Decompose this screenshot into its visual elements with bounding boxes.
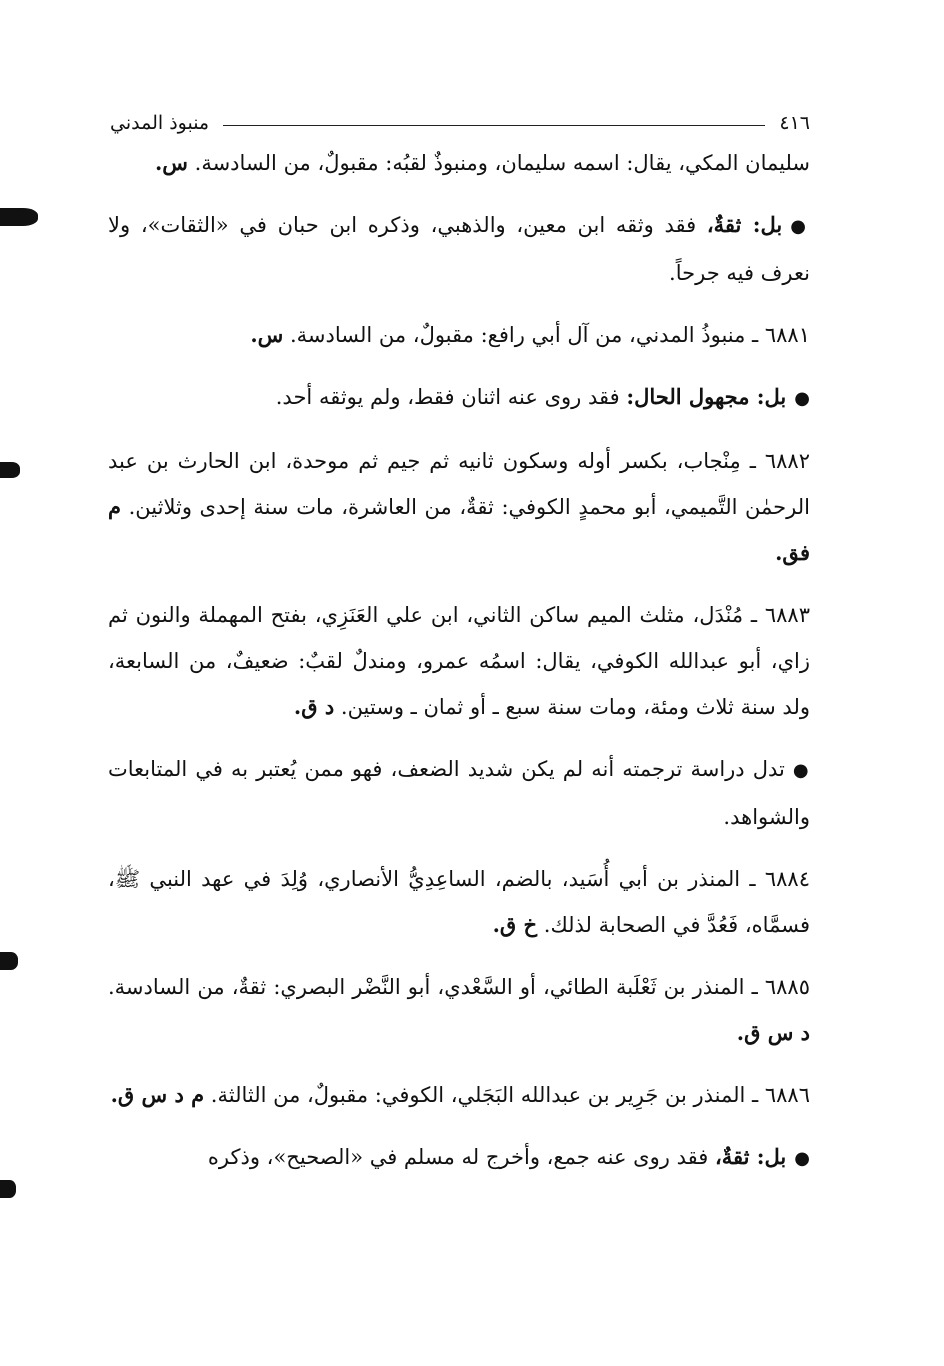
paragraph-text: فقد روى عنه اثنان فقط، ولم يوثقه أحد. — [275, 385, 620, 409]
rijal-code: م فق. — [108, 494, 810, 565]
bullet-icon: ● — [790, 216, 810, 237]
comment-lead: بل: ثقةٌ، — [714, 1144, 787, 1169]
editor-comment — [108, 1134, 810, 1182]
biography-entry — [108, 438, 810, 576]
entries-list — [108, 202, 810, 1182]
editor-comment — [108, 202, 810, 296]
paragraph-text: سليمان المكي، يقال: اسمه سليمان، ومنبوذٌ لقبُه: مقبولٌ، من السادسة. — [194, 151, 810, 175]
biography-entry — [108, 592, 810, 730]
paragraph-text: ٦٨٨٢ ـ مِنْجاب، بكسر أوله وسكون ثانيه ثم جيم ثم موحدة، ابن الحارث بن عبد الرحمٰن التَّميمي، أبو محمدٍ الكوفي: ثقةٌ، من العاشرة، مات سنة إحدى وثلاثين. — [108, 449, 810, 519]
rijal-code: خ ق. — [492, 912, 538, 937]
bullet-icon: ● — [794, 388, 810, 409]
binding-mark — [0, 462, 20, 478]
paragraph-text: فقد روى عنه جمع، وأخرج له مسلم في «الصحيح»، وذكره — [207, 1145, 709, 1169]
biography-entry — [108, 964, 810, 1056]
binding-mark — [0, 208, 38, 226]
page-body — [108, 140, 810, 1198]
binding-mark — [0, 952, 18, 970]
binding-mark — [0, 1180, 16, 1198]
rijal-code: د ق. — [293, 694, 335, 719]
rijal-code: م د س ق. — [110, 1082, 205, 1107]
paragraph-text: ٦٨٨١ ـ منبوذُ المدني، من آل أبي رافع: مقبولٌ، من السادسة. — [289, 323, 810, 347]
header-rule — [223, 125, 765, 126]
editor-comment — [108, 374, 810, 422]
page-number: ٤١٦ — [779, 112, 810, 134]
biography-entry — [108, 312, 810, 358]
running-title: منبوذ المدني — [110, 112, 210, 134]
paragraph-text: ٦٨٨٣ ـ مُنْدَل، مثلث الميم ساكن الثاني، ابن علي العَنَزِي، بفتح المهملة والنون ثم زاي، أبو عبدالله الكوفي، يقال: اسمُه عمرو، ومندلٌ لقبٌ: ضعيفٌ، من السابعة، ولد سنة ثلاث ومئة، ومات سنة سبع ـ أو ثمان ـ وستين. — [108, 603, 810, 719]
biography-entry — [108, 1072, 810, 1118]
paragraph-text: فقد وثقه ابن معين، والذهبي، وذكره ابن حبان في «الثقات»، ولا نعرف فيه جرحاً. — [108, 213, 810, 285]
paragraph-text: تدل دراسة ترجمته أنه لم يكن شديد الضعف، فهو ممن يُعتبر به في المتابعات والشواهد. — [108, 757, 810, 829]
bullet-icon: ● — [792, 760, 810, 781]
comment-lead: بل: مجهول الحال: — [626, 384, 787, 409]
continuation-paragraph — [108, 140, 810, 186]
paragraph-text: ٦٨٨٤ ـ المنذر بن أبي أُسَيد، بالضم، الساعِدِيُّ الأنصاري، وُلِدَ في عهد النبي ﷺ، فسمَّاه، فَعُدَّ في الصحابة لذلك. — [108, 867, 810, 937]
editor-comment — [108, 746, 810, 840]
paragraph-text: ٦٨٨٥ ـ المنذر بن ثَعْلَبة الطائي، أو السَّعْدي، أبو النَّضْر البصري: ثقةٌ، من السادسة. — [108, 975, 810, 999]
bullet-icon: ● — [794, 1148, 810, 1169]
biography-entry — [108, 856, 810, 948]
rijal-code: س. — [250, 322, 284, 347]
rijal-code: د س ق. — [736, 1020, 810, 1045]
page-header — [110, 108, 810, 138]
comment-lead: بل: ثقةٌ، — [706, 212, 783, 237]
rijal-code: س. — [155, 150, 188, 175]
paragraph-text: ٦٨٨٦ ـ المنذر بن جَرِير بن عبدالله البَجَلي، الكوفي: مقبولٌ، من الثالثة. — [210, 1083, 810, 1107]
